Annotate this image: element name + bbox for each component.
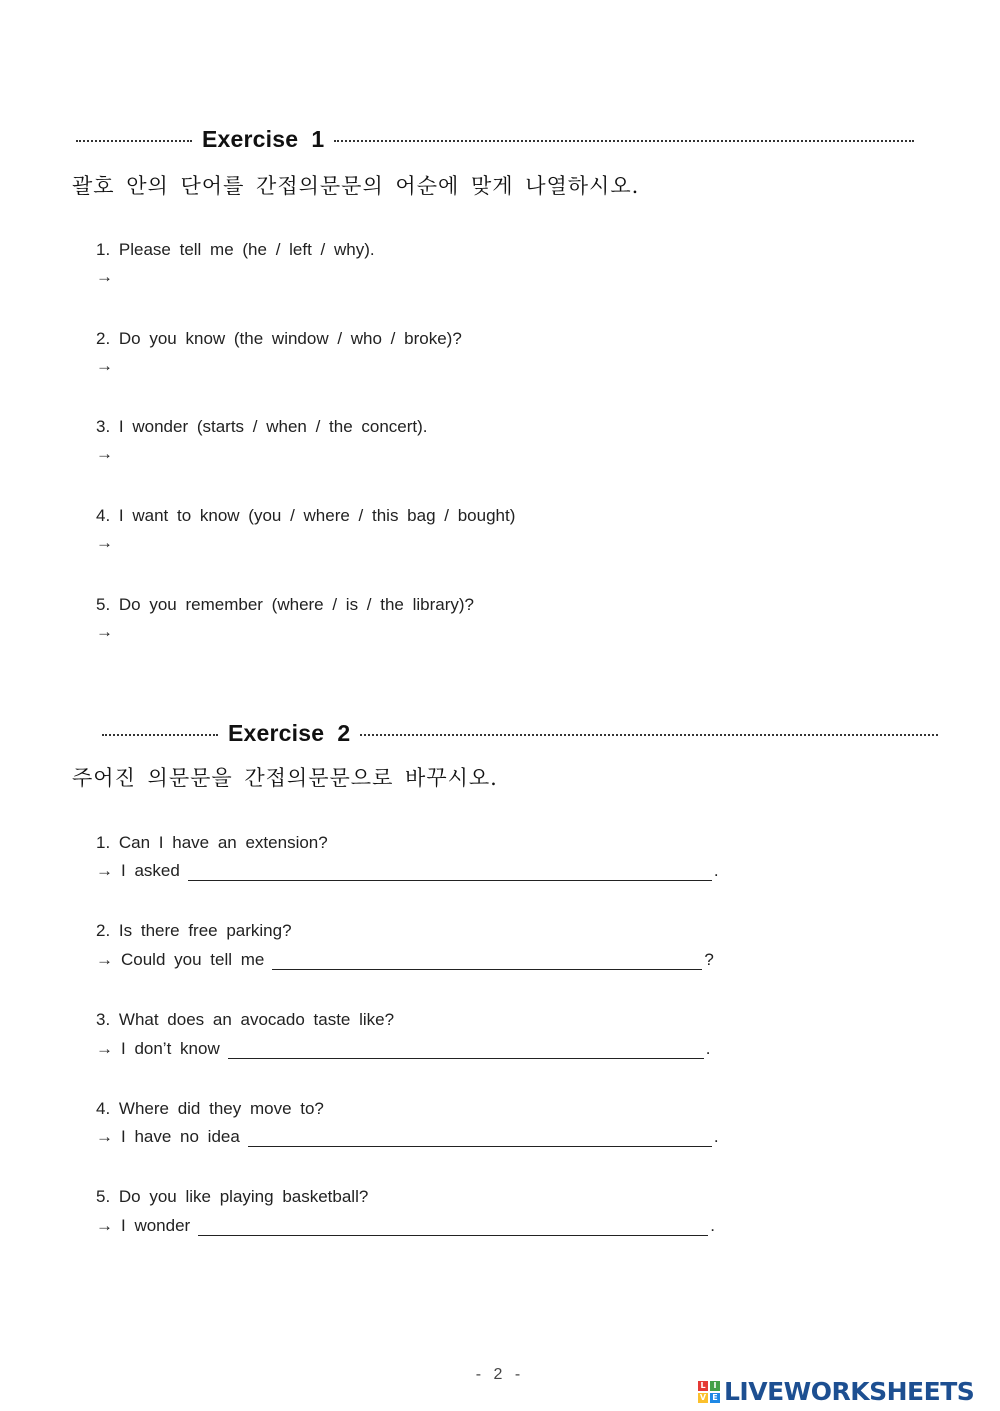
answer-end-punctuation: . [713, 1127, 719, 1146]
exercise-1-title: Exercise 1 [202, 125, 325, 152]
arrow-icon: → [96, 622, 113, 641]
exercise-1-question-5: 5. Do you remember (where / is / the library)? [96, 595, 475, 614]
exercise-1-question-4: 4. I want to know (you / where / this bag / bought) [96, 506, 516, 525]
logo-letter: E [710, 1393, 720, 1403]
answer-blank[interactable] [248, 1128, 712, 1147]
exercise-1-answer-5[interactable] [96, 622, 121, 642]
exercise-1-question-2: 2. Do you know (the window / who / broke)? [96, 329, 462, 348]
arrow-icon: → [96, 861, 113, 880]
exercise-1-answer-2[interactable] [96, 356, 121, 376]
exercise-2-answer-2[interactable] [96, 950, 714, 970]
liveworksheets-logo-icon [698, 1381, 720, 1403]
exercise-1-answer-4[interactable] [96, 533, 121, 553]
exercise-2-question-2: 2. Is there free parking? [96, 921, 292, 940]
answer-blank[interactable] [198, 1217, 708, 1236]
answer-prefix: I asked [121, 861, 180, 880]
exercise-2-question-1: 1. Can I have an extension? [96, 833, 328, 852]
answer-end-punctuation: . [713, 861, 719, 880]
arrow-icon: → [96, 1216, 113, 1235]
answer-prefix: I don’t know [121, 1039, 220, 1058]
logo-letter: I [710, 1381, 720, 1391]
exercise-2-answer-1[interactable] [96, 861, 719, 881]
answer-end-punctuation: ? [704, 950, 714, 969]
exercise-1-instruction: 괄호 안의 단어를 간접의문문의 어순에 맞게 나열하시오. [72, 174, 640, 198]
exercise-2-answer-3[interactable] [96, 1039, 710, 1059]
arrow-icon: → [96, 267, 113, 286]
answer-blank[interactable] [272, 951, 702, 970]
answer-blank[interactable] [188, 862, 712, 881]
logo-letter: V [699, 1392, 707, 1402]
liveworksheets-brand[interactable] [698, 1377, 974, 1406]
exercise-1-header [76, 124, 914, 154]
arrow-icon: → [96, 356, 113, 375]
exercise-2-question-5: 5. Do you like playing basketball? [96, 1187, 369, 1206]
exercise-1-question-3: 3. I wonder (starts / when / the concert). [96, 417, 428, 436]
dotted-divider-right [334, 140, 914, 142]
dotted-divider-left [102, 734, 218, 736]
exercise-1-answer-1[interactable] [96, 267, 121, 287]
arrow-icon: → [96, 950, 113, 969]
brand-name: LIVEWORKSHEETS [724, 1377, 975, 1406]
logo-letter: L [698, 1381, 708, 1391]
dotted-divider-left [76, 140, 192, 142]
answer-prefix: I have no idea [121, 1127, 240, 1146]
answer-prefix: I wonder [121, 1216, 191, 1235]
exercise-2-answer-4[interactable] [96, 1127, 719, 1147]
arrow-icon: → [96, 1127, 113, 1146]
arrow-icon: → [96, 1039, 113, 1058]
dotted-divider-right [360, 734, 938, 736]
exercise-2-title: Exercise 2 [228, 719, 351, 746]
exercise-2-instruction: 주어진 의문문을 간접의문문으로 바꾸시오. [72, 766, 498, 790]
exercise-1-question-1: 1. Please tell me (he / left / why). [96, 240, 375, 259]
exercise-1-answer-3[interactable] [96, 444, 121, 464]
exercise-2-question-4: 4. Where did they move to? [96, 1099, 324, 1118]
answer-end-punctuation: . [710, 1216, 715, 1235]
exercise-2-answer-5[interactable] [96, 1216, 715, 1236]
answer-blank[interactable] [228, 1040, 704, 1059]
arrow-icon: → [96, 533, 113, 552]
exercise-2-header [102, 718, 938, 748]
page-number: - 2 - [475, 1366, 525, 1383]
arrow-icon: → [96, 444, 113, 463]
answer-prefix: Could you tell me [121, 950, 265, 969]
exercise-2-question-3: 3. What does an avocado taste like? [96, 1010, 395, 1029]
answer-end-punctuation: . [705, 1039, 711, 1058]
